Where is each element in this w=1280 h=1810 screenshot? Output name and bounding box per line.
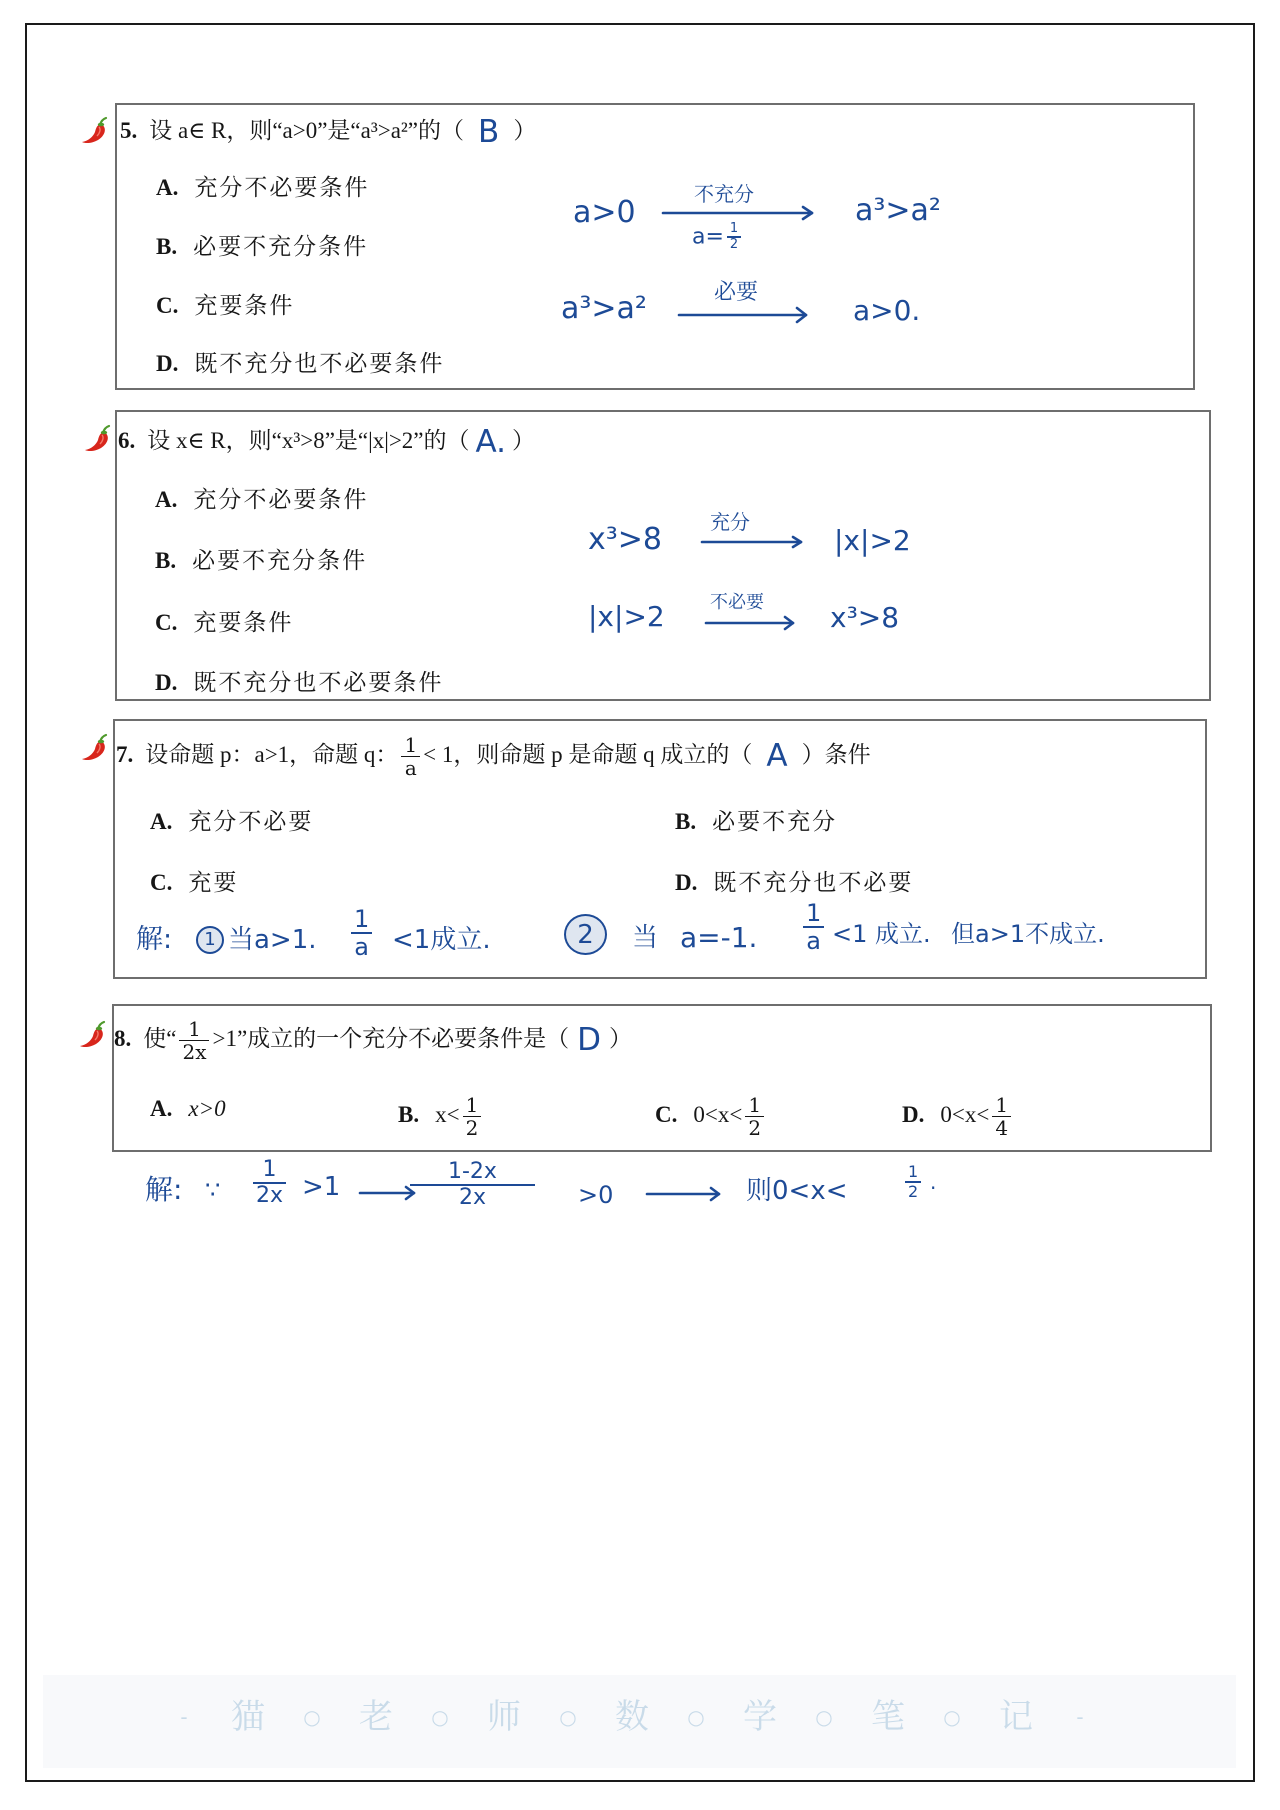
question-text: 设命题 p：a>1，命题 q： bbox=[145, 741, 399, 767]
chili-pepper-icon bbox=[83, 424, 113, 454]
option-b bbox=[398, 1094, 484, 1139]
watermark-dash: - bbox=[180, 1705, 188, 1729]
note-left-expression: a>0 bbox=[573, 195, 636, 230]
option-text: 既不充分也不必要条件 bbox=[193, 670, 444, 695]
implication-arrow bbox=[704, 613, 798, 633]
watermark-separator: ○ bbox=[559, 1705, 577, 1729]
option-text: 必要不充分条件 bbox=[192, 548, 368, 573]
option-label: C. bbox=[155, 610, 178, 635]
option-d bbox=[156, 349, 444, 379]
option-text: 既不充分也不必要 bbox=[713, 870, 914, 895]
option-text: 充要条件 bbox=[194, 293, 295, 318]
option-text: 必要不充分 bbox=[712, 809, 838, 834]
fraction bbox=[803, 900, 824, 955]
question-suffix: 条件 bbox=[824, 741, 871, 767]
option-a bbox=[155, 485, 368, 515]
fraction-denominator: 2x bbox=[256, 1183, 284, 1209]
solution-end-dot: . bbox=[930, 1170, 937, 1194]
fraction-denominator: 2 bbox=[908, 1181, 919, 1201]
fraction-numerator: 1 bbox=[401, 734, 420, 757]
option-c bbox=[156, 291, 294, 321]
option-text: 充分不必要条件 bbox=[193, 487, 369, 512]
option-d bbox=[675, 868, 913, 898]
note-left-expression: |x|>2 bbox=[588, 600, 665, 633]
solution-step2-value: a=-1. bbox=[680, 921, 758, 954]
fraction-numerator: 1 bbox=[905, 1163, 921, 1183]
solution-step1-fraction bbox=[348, 906, 375, 961]
note-right-expression: |x|>2 bbox=[834, 524, 911, 557]
note-arrow-label: 不充分 bbox=[694, 182, 754, 206]
chili-cap bbox=[96, 1027, 102, 1031]
option-label: B. bbox=[675, 809, 697, 834]
step-marker-2: 2 bbox=[564, 914, 607, 955]
paren-close: ） bbox=[512, 428, 536, 453]
implication-arrow bbox=[660, 203, 818, 223]
counterexample-text: a= bbox=[692, 224, 724, 250]
option-a bbox=[150, 807, 313, 837]
fraction bbox=[253, 1158, 286, 1208]
fraction bbox=[179, 1018, 209, 1063]
option-text: 0<x< bbox=[940, 1101, 990, 1127]
option-label: C. bbox=[150, 870, 173, 895]
option-text: 充要 bbox=[188, 870, 239, 895]
note-arrow-label: 充分 bbox=[710, 510, 750, 534]
option-text: 充分不必要 bbox=[188, 809, 314, 834]
solution-label: 解: bbox=[136, 924, 173, 955]
fraction bbox=[992, 1094, 1011, 1139]
option-c bbox=[150, 868, 238, 898]
solution-step2-conclusion: 但a>1不成立. bbox=[951, 920, 1105, 948]
chili-pepper-icon bbox=[80, 116, 110, 146]
solution-step1-result: <1成立. bbox=[392, 925, 491, 955]
option-label: D. bbox=[902, 1101, 925, 1127]
option-b bbox=[156, 232, 368, 262]
note-right-expression: a>0. bbox=[853, 294, 921, 327]
question-stem bbox=[116, 734, 871, 779]
option-label: D. bbox=[155, 670, 178, 695]
paren-open: （ bbox=[441, 118, 465, 143]
fraction-numerator: 1 bbox=[803, 900, 824, 928]
solution-step2-result: <1 成立. bbox=[832, 920, 931, 948]
chili-cap bbox=[98, 123, 104, 127]
paren-open: （ bbox=[446, 428, 470, 453]
question-stem bbox=[120, 114, 537, 150]
option-a bbox=[150, 1094, 226, 1124]
fraction-numerator: 1 bbox=[179, 1018, 209, 1041]
question-text-continued: >1”成立的一个充分不必要条件是 bbox=[212, 1025, 547, 1051]
fraction-denominator: 2 bbox=[748, 1116, 762, 1140]
step-marker-1: 1 bbox=[196, 926, 224, 954]
option-b bbox=[675, 807, 837, 837]
note-left-expression: x³>8 bbox=[588, 522, 663, 557]
option-text: 必要不充分条件 bbox=[193, 234, 369, 259]
watermark-separator: ○ bbox=[303, 1705, 321, 1729]
solution-fraction-2 bbox=[410, 1160, 535, 1210]
note-right-expression: a³>a² bbox=[855, 193, 941, 228]
option-c bbox=[155, 608, 293, 638]
watermark-char: 数 bbox=[615, 1697, 649, 1737]
note-arrow-label: 不必要 bbox=[710, 592, 764, 613]
option-label: A. bbox=[150, 1096, 173, 1121]
question-text: 设 a∈ R，则“a>0”是“a³>a²”的 bbox=[149, 118, 442, 143]
fraction-denominator: 2 bbox=[465, 1116, 479, 1140]
because-symbol: ∵ bbox=[205, 1176, 221, 1204]
option-text: x< bbox=[435, 1101, 460, 1127]
option-label: C. bbox=[156, 293, 179, 318]
question-number: 7. bbox=[116, 741, 134, 767]
option-label: A. bbox=[155, 487, 178, 512]
question-stem bbox=[114, 1018, 632, 1063]
handwritten-answer: B bbox=[478, 114, 500, 150]
fraction-denominator: 2x bbox=[458, 1185, 486, 1211]
solution-step2-fraction bbox=[800, 900, 827, 955]
paren-close: ） bbox=[609, 1025, 633, 1051]
note-arrow-label: 必要 bbox=[714, 280, 759, 305]
fraction bbox=[727, 222, 741, 253]
question-number: 6. bbox=[118, 428, 136, 453]
option-label: B. bbox=[155, 548, 177, 573]
watermark-dash: - bbox=[1076, 1705, 1084, 1729]
note-counterexample bbox=[692, 222, 744, 253]
fraction-denominator: a bbox=[806, 927, 821, 956]
watermark bbox=[152, 1694, 1112, 1740]
question-number: 8. bbox=[114, 1025, 132, 1051]
solution-inequality-2: >0 bbox=[578, 1181, 614, 1209]
option-label: A. bbox=[150, 809, 173, 834]
fraction-denominator: a bbox=[404, 756, 417, 780]
note-left-expression: a³>a² bbox=[561, 291, 647, 326]
question-text: 设 x∈ R，则“x³>8”是“|x|>2”的 bbox=[147, 428, 447, 453]
watermark-char: 老 bbox=[359, 1697, 393, 1737]
watermark-char: 师 bbox=[487, 1697, 521, 1737]
chili-body bbox=[82, 741, 105, 760]
implication-arrow bbox=[676, 305, 811, 325]
option-label: C. bbox=[655, 1101, 678, 1127]
option-label: D. bbox=[675, 870, 698, 895]
option-label: B. bbox=[156, 234, 178, 259]
watermark-separator: ○ bbox=[943, 1705, 961, 1729]
fraction-numerator: 1 bbox=[727, 222, 741, 238]
fraction bbox=[905, 1163, 921, 1200]
paren-open: （ bbox=[546, 1025, 570, 1051]
solution-inequality-1: >1 bbox=[302, 1172, 341, 1202]
watermark-char: 记 bbox=[999, 1697, 1033, 1737]
chili-pepper-icon bbox=[80, 733, 110, 763]
implication-arrow bbox=[700, 532, 806, 552]
fraction-numerator: 1 bbox=[992, 1094, 1011, 1117]
fraction-numerator: 1 bbox=[745, 1094, 764, 1117]
paren-close: ） bbox=[801, 741, 825, 767]
watermark-char: 猫 bbox=[231, 1697, 265, 1737]
chili-body bbox=[85, 432, 108, 451]
fraction bbox=[401, 734, 420, 779]
watermark-char: 笔 bbox=[871, 1697, 905, 1737]
paren-close: ） bbox=[513, 118, 537, 143]
watermark-separator: ○ bbox=[687, 1705, 705, 1729]
option-text: 既不充分也不必要条件 bbox=[194, 351, 445, 376]
option-text: x>0 bbox=[188, 1096, 226, 1121]
option-label: B. bbox=[398, 1101, 420, 1127]
fraction bbox=[463, 1094, 482, 1139]
handwritten-answer: A bbox=[766, 737, 788, 774]
option-text: 充分不必要条件 bbox=[194, 175, 370, 200]
option-b bbox=[155, 546, 367, 576]
solution-conclusion: 则0<x< bbox=[746, 1176, 848, 1206]
chili-body bbox=[82, 124, 105, 143]
fraction-numerator: 1 bbox=[253, 1158, 286, 1184]
chili-cap bbox=[101, 431, 107, 435]
solution-label: 解: bbox=[145, 1173, 183, 1206]
chili-cap bbox=[98, 740, 104, 744]
handwritten-answer: D bbox=[577, 1021, 602, 1058]
option-label: A. bbox=[156, 175, 179, 200]
note-right-expression: x³>8 bbox=[830, 601, 900, 634]
question-number: 5. bbox=[120, 118, 138, 143]
fraction-denominator: a bbox=[354, 933, 369, 962]
watermark-separator: ○ bbox=[815, 1705, 833, 1729]
option-d bbox=[155, 668, 443, 698]
watermark-char: 学 bbox=[743, 1697, 777, 1737]
solution-step1-text: 当a>1. bbox=[228, 925, 317, 955]
fraction bbox=[351, 906, 372, 961]
question-stem bbox=[118, 424, 536, 460]
option-label: D. bbox=[156, 351, 179, 376]
fraction-denominator: 2 bbox=[729, 237, 739, 253]
fraction bbox=[745, 1094, 764, 1139]
fraction-numerator: 1 bbox=[351, 906, 372, 934]
fraction bbox=[410, 1160, 535, 1210]
option-text: 0<x< bbox=[693, 1101, 743, 1127]
fraction-numerator: 1 bbox=[463, 1094, 482, 1117]
fraction-denominator: 2x bbox=[182, 1040, 207, 1064]
watermark-separator: ○ bbox=[431, 1705, 449, 1729]
solution-step2-text: 当 bbox=[632, 923, 659, 953]
handwritten-answer: A. bbox=[475, 424, 507, 460]
option-text: 充要条件 bbox=[193, 610, 294, 635]
option-c bbox=[655, 1094, 767, 1139]
implication-arrow bbox=[645, 1184, 725, 1204]
chili-pepper-icon bbox=[78, 1020, 108, 1050]
question-text-continued: < 1，则命题 p 是命题 q 成立的 bbox=[423, 741, 730, 767]
solution-fraction-1 bbox=[250, 1158, 289, 1208]
option-a bbox=[156, 173, 369, 203]
paren-open: （ bbox=[729, 741, 753, 767]
option-d bbox=[902, 1094, 1014, 1139]
solution-fraction-3 bbox=[902, 1163, 924, 1200]
fraction-numerator: 1-2x bbox=[410, 1160, 535, 1186]
question-text: 使“ bbox=[143, 1025, 177, 1051]
fraction-denominator: 4 bbox=[995, 1116, 1009, 1140]
chili-body bbox=[80, 1028, 103, 1047]
